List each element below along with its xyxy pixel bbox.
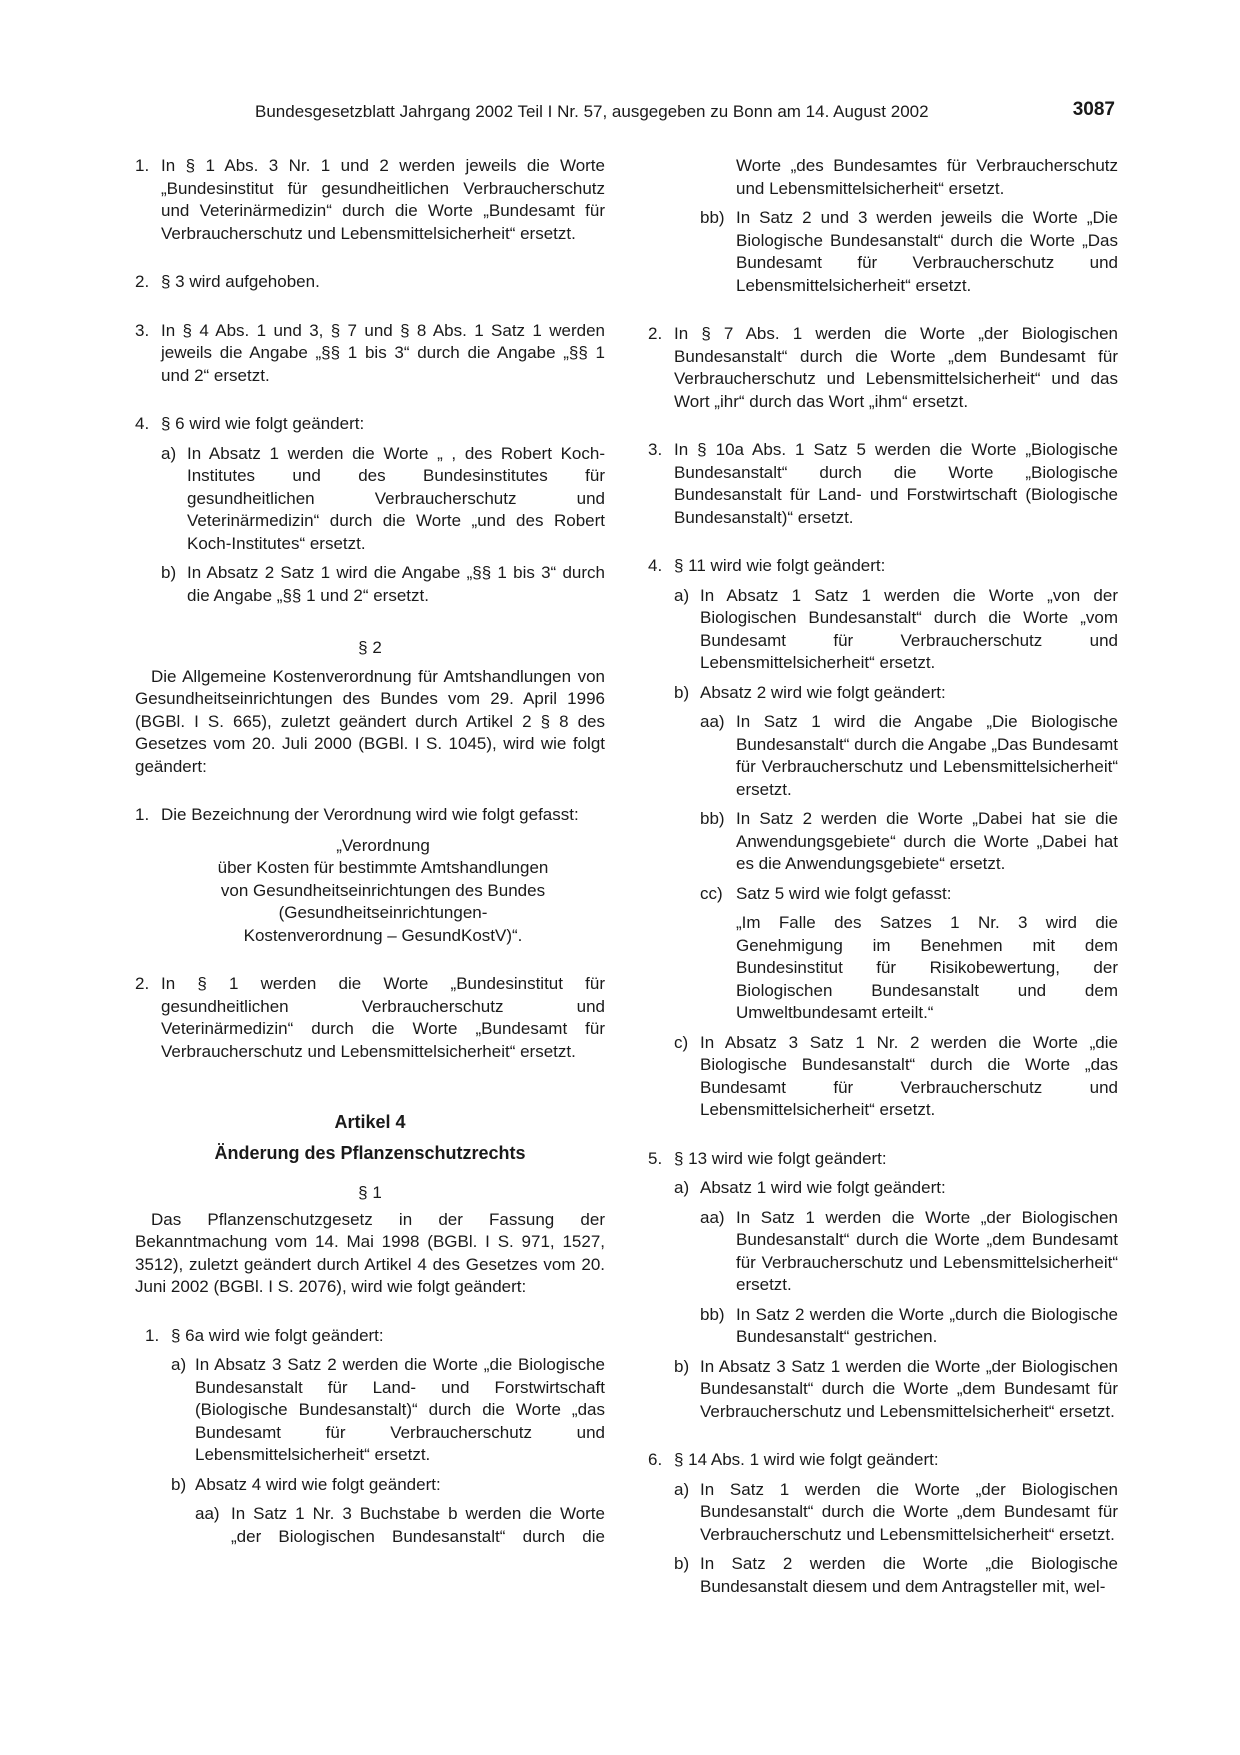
item-label: aa) [195, 1504, 220, 1523]
item-text: Absatz 2 wird wie folgt geändert: [700, 682, 946, 702]
item-label: 2. [135, 974, 150, 993]
item-label: aa) [700, 1207, 725, 1227]
item-label: b) [674, 1356, 690, 1376]
item-text: Satz 5 wird wie folgt gefasst: [736, 883, 952, 903]
list-item [135, 1325, 605, 1348]
paragraph: Das Pflanzenschutzgesetz in der Fassung der Bekanntmachung vom 14. Mai 1998 (BGBl. I S. 971, 1527, 3512), zuletzt geändert durch Artikel 4 des Gesetzes vom 20. Juni 2002 (BGBl. I S. 2076), wird wie folgt geändert: [135, 1209, 605, 1296]
quote-line: (Gesundheitseinrichtungen- [278, 903, 488, 922]
item-label: a) [161, 443, 177, 463]
list-item [648, 1032, 1118, 1122]
list-item [648, 439, 1118, 529]
item-label: a) [674, 585, 690, 605]
quote-line: über Kosten für bestimmte Amtshandlungen [217, 858, 549, 877]
list-item [648, 711, 1118, 801]
list-item [648, 1356, 1118, 1424]
item-text: In § 10a Abs. 1 Satz 5 werden die Worte „Biologische Bundesanstalt“ durch die Worte „Biologische Bundesanstalt für Land- und Forstwirtschaft (Biologische Bundesanstalt)“ ersetzt. [674, 440, 1118, 527]
list-item [648, 808, 1118, 876]
item-text: § 11 wird wie folgt geändert: [674, 556, 886, 575]
item-label: 6. [648, 1450, 663, 1469]
list-item [135, 562, 605, 607]
list-item [648, 323, 1118, 413]
quote-line: „Verordnung [336, 835, 430, 855]
list-item [135, 804, 605, 827]
item-label: 3. [648, 440, 663, 459]
list-item [648, 1304, 1118, 1349]
running-header: Bundesgesetzblatt Jahrgang 2002 Teil I Nr. 57, ausgegeben zu Bonn am 14. August 2002 [255, 102, 929, 121]
list-item [135, 973, 605, 1063]
item-text: In Satz 2 und 3 werden jeweils die Worte „Die Biologische Bundesanstalt“ durch die Worte „Das Bundesamt für Verbraucherschutz und Lebensmittelsicherheit“ ersetzt. [736, 208, 1118, 295]
item-label: a) [674, 1178, 690, 1197]
item-text: In Satz 1 wird die Angabe „Die Biologische Bundesanstalt“ durch die Angabe „Das Bundesamt für Verbraucherschutz und Lebensmittelsicherheit“ ersetzt. [736, 712, 1118, 799]
item-label: 4. [648, 556, 663, 575]
right-column [648, 155, 1118, 1598]
item-text: In Absatz 3 Satz 1 werden die Worte „der Biologischen Bundesanstalt“ durch die Worte „dem Bundesamt für Verbraucherschutz und Lebensmittelsicherheit“ ersetzt. [700, 1356, 1118, 1421]
list-item [648, 207, 1118, 297]
list-item [648, 1148, 1118, 1171]
item-label: bb) [700, 208, 725, 227]
quote-block [648, 912, 1118, 1025]
list-item [648, 682, 1118, 705]
item-text: In § 4 Abs. 1 und 3, § 7 und § 8 Abs. 1 Satz 1 werden jeweils die Angabe „§§ 1 bis 3“ durch die Angabe „§§ 1 und 2“ ersetzt. [161, 320, 605, 385]
item-text: In Satz 1 werden die Worte „der Biologischen Bundesanstalt“ durch die Worte „dem Bundesamt für Verbraucherschutz und Lebensmittelsicherheit“ ersetzt. [736, 1207, 1118, 1294]
item-text: In Satz 1 werden die Worte „der Biologischen Bundesanstalt“ durch die Worte „dem Bundesamt für Verbraucherschutz und Lebensmittelsicherheit“ ersetzt. [700, 1479, 1118, 1544]
item-label: 3. [135, 320, 150, 340]
list-item [648, 1553, 1118, 1598]
list-item [135, 1474, 605, 1497]
item-text: Worte „des Bundesamtes für Verbraucherschutz und Lebensmittelsicherheit“ ersetzt. [736, 156, 1118, 198]
page-number: 3087 [1072, 99, 1115, 120]
quote-line: von Gesundheitseinrichtungen des Bundes [220, 880, 546, 900]
list-item [648, 883, 1118, 906]
item-text: § 13 wird wie folgt geändert: [674, 1148, 887, 1168]
item-text: In Absatz 1 Satz 1 werden die Worte „von der Biologischen Bundesanstalt“ durch die Worte „vom Bundesamt für Verbraucherschutz und Lebensmittelsicherheit“ ersetzt. [700, 585, 1118, 672]
item-label: a) [674, 1479, 690, 1499]
item-label: b) [674, 1554, 690, 1573]
article-title: Artikel 4 [334, 1112, 406, 1132]
list-item [135, 320, 605, 388]
item-text: In Absatz 1 werden die Worte „ , des Robert Koch-Institutes und des Bundesinstitutes für gesundheitlichen Verbraucherschutz und Veterinärmedizin“ durch die Worte „und des Robert Koch-Institutes“ ersetzt. [187, 443, 605, 553]
item-text: Absatz 4 wird wie folgt geändert: [195, 1474, 441, 1494]
item-text: In Satz 1 Nr. 3 Buchstabe b werden die Worte „der Biologischen Bundesanstalt“ durch die [231, 1504, 605, 1546]
item-label: 2. [135, 272, 150, 291]
paragraph: Die Allgemeine Kostenverordnung für Amtshandlungen von Gesundheitseinrichtungen des Bundes vom 29. April 1996 (BGBl. I S. 665), zuletzt geändert durch Artikel 2 § 8 des Gesetzes vom 20. Juli 2000 (BGBl. I S. 1045), wird wie folgt geändert: [135, 666, 605, 776]
list-item [648, 1177, 1118, 1200]
list-item [135, 443, 605, 556]
section-heading: § 1 [358, 1183, 382, 1202]
list-item [135, 271, 605, 294]
left-column [135, 155, 605, 1548]
list-item [648, 155, 1118, 200]
item-label: 4. [135, 414, 150, 433]
item-text: In Satz 2 werden die Worte „durch die Biologische Bundesanstalt“ gestrichen. [736, 1304, 1118, 1346]
item-label: 1. [135, 156, 150, 175]
item-text: In Absatz 3 Satz 2 werden die Worte „die Biologische Bundesanstalt für Land- und Forstwirtschaft (Biologische Bundesanstalt)“ durch die Worte „das Bundesamt für Verbraucherschutz und Lebensmittelsicherheit“ ersetzt. [195, 1355, 605, 1464]
item-label: b) [171, 1474, 187, 1494]
item-label: bb) [700, 1304, 725, 1324]
list-item [648, 555, 1118, 578]
item-label: a) [171, 1355, 187, 1374]
quote-line: Kostenverordnung – GesundKostV)“. [243, 925, 523, 945]
list-item [648, 1479, 1118, 1547]
item-text: § 6a wird wie folgt geändert: [171, 1325, 384, 1345]
list-item [135, 1354, 605, 1467]
list-item [648, 1207, 1118, 1297]
quote-block [135, 835, 605, 948]
list-item [648, 585, 1118, 675]
item-text: In Satz 2 werden die Worte „die Biologische Bundesanstalt diesem und dem Antragsteller mit, wel- [700, 1554, 1118, 1596]
item-label: b) [161, 563, 177, 582]
item-text: In Absatz 3 Satz 1 Nr. 2 werden die Worte „die Biologische Bundesanstalt“ durch die Worte „das Bundesamt für Verbraucherschutz und Lebensmittelsicherheit“ ersetzt. [700, 1032, 1118, 1119]
item-text: In § 7 Abs. 1 werden die Worte „der Biologischen Bundesanstalt“ durch die Worte „dem Bundesamt für Verbraucherschutz und Lebensmittelsicherheit“ und das Wort „ihr“ durch das Wort „ihm“ ersetzt. [674, 324, 1118, 411]
item-label: 2. [648, 324, 663, 343]
item-label: cc) [700, 883, 723, 903]
section-heading: § 2 [358, 638, 382, 657]
item-text: § 14 Abs. 1 wird wie folgt geändert: [674, 1450, 939, 1469]
item-label: c) [674, 1032, 689, 1052]
list-item [135, 155, 605, 245]
item-text: In § 1 Abs. 3 Nr. 1 und 2 werden jeweils die Worte „Bundesinstitut für gesundheitlichen Verbraucherschutz und Veterinärmedizin“ durch die Worte „Bundesamt für Verbraucherschutz und Lebensmittelsicherheit“ ersetzt. [161, 156, 605, 243]
page-header [255, 99, 1115, 125]
item-label: 1. [145, 1325, 160, 1345]
item-text: Die Bezeichnung der Verordnung wird wie folgt gefasst: [161, 805, 579, 824]
item-text: In Satz 2 werden die Worte „Dabei hat sie die Anwendungsgebiete“ durch die Worte „Dabei hat es die Anwendungsgebiete“ ersetzt. [736, 809, 1118, 873]
item-label: 1. [135, 805, 150, 824]
article-subtitle: Änderung des Pflanzenschutzrechts [214, 1142, 526, 1163]
item-text: § 3 wird aufgehoben. [161, 272, 320, 291]
item-label: b) [674, 682, 690, 702]
item-label: aa) [700, 712, 725, 731]
item-text: Absatz 1 wird wie folgt geändert: [700, 1178, 946, 1197]
item-text: In Absatz 2 Satz 1 wird die Angabe „§§ 1 bis 3“ durch die Angabe „§§ 1 und 2“ ersetzt. [187, 563, 605, 605]
item-label: 5. [648, 1148, 663, 1168]
item-label: bb) [700, 809, 725, 828]
list-item [135, 1503, 605, 1548]
list-item [648, 1449, 1118, 1472]
item-text: § 6 wird wie folgt geändert: [161, 414, 365, 433]
list-item [135, 413, 605, 436]
item-text: In § 1 werden die Worte „Bundesinstitut für gesundheitlichen Verbraucherschutz und Veterinärmedizin“ durch die Worte „Bundesamt für Verbraucherschutz und Lebensmittelsicherheit“ ersetzt. [161, 974, 605, 1061]
quote-text: „Im Falle des Satzes 1 Nr. 3 wird die Genehmigung im Benehmen mit dem Bundesinstitut für Risikobewertung, der Biologischen Bundesanstalt und dem Umweltbundesamt erteilt.“ [736, 913, 1118, 1022]
